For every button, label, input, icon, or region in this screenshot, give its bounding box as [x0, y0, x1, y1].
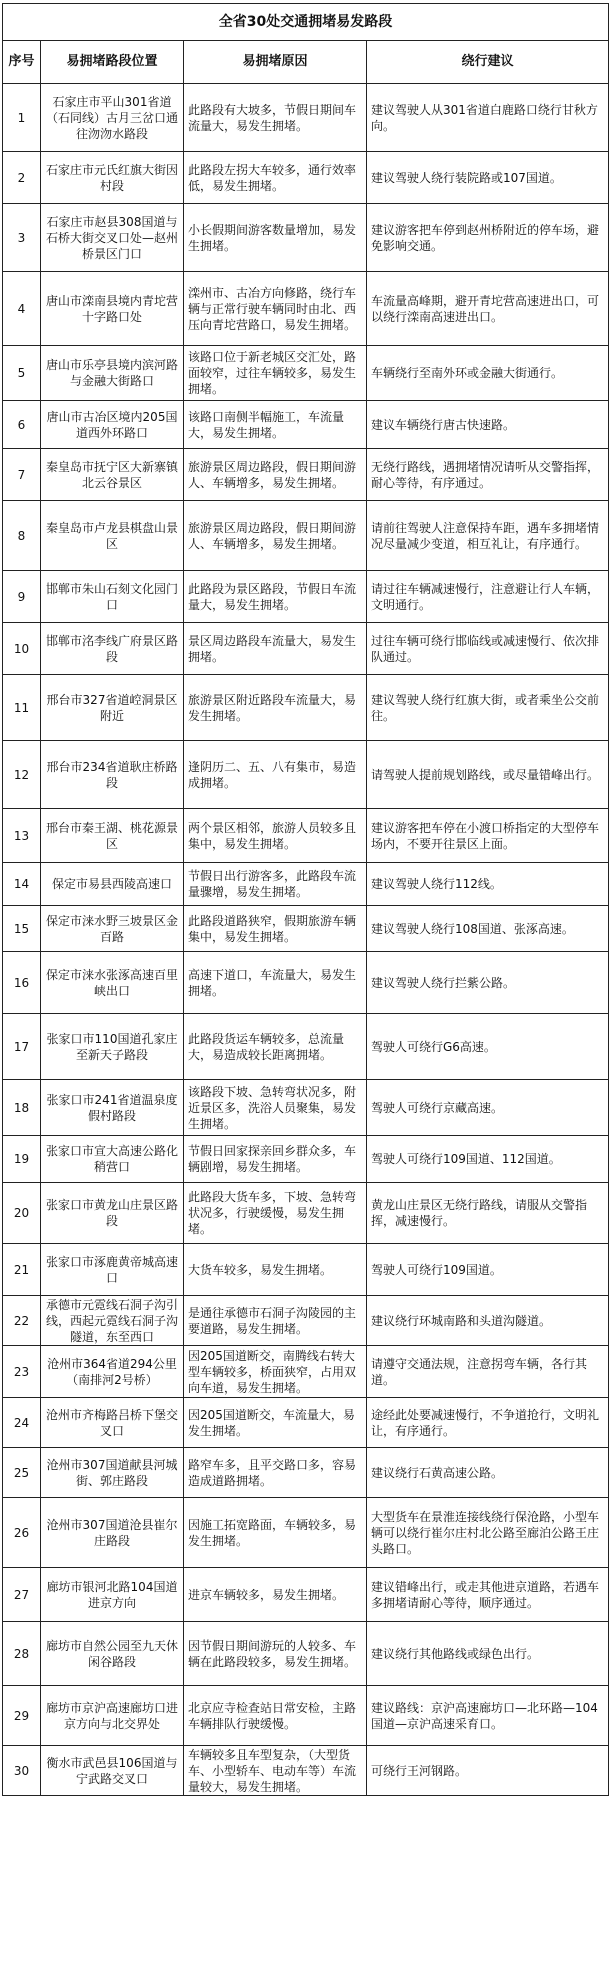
- row-number: 15: [3, 906, 41, 952]
- row-reason: 景区周边路段车流量大，易发生拥堵。: [184, 623, 367, 675]
- row-number: 30: [3, 1746, 41, 1796]
- row-detour: 建议绕行环城南路和头道沟隧道。: [367, 1296, 609, 1346]
- row-detour: 请过往车辆减速慢行，注意避让行人车辆，文明通行。: [367, 571, 609, 623]
- table-row: [3, 152, 609, 204]
- table-row: [3, 1568, 609, 1622]
- row-location: 廊坊市银河北路104国道进京方向: [41, 1568, 184, 1622]
- row-number: 29: [3, 1686, 41, 1746]
- row-location: 保定市涞水野三坡景区金百路: [41, 906, 184, 952]
- row-number: 19: [3, 1136, 41, 1183]
- row-number: 26: [3, 1498, 41, 1568]
- row-detour: 驾驶人可绕行109国道、112国道。: [367, 1136, 609, 1183]
- row-location: 沧州市364省道294公里（南排河2号桥）: [41, 1346, 184, 1398]
- row-location: 张家口市110国道孔家庄至新天子路段: [41, 1014, 184, 1080]
- table-row: [3, 809, 609, 863]
- row-location: 承德市元霓线石洞子沟引线，西起元霓线石洞子沟隧道，东至西口: [41, 1296, 184, 1346]
- table-row: [3, 449, 609, 501]
- row-location: 张家口市涿鹿黄帝城高速口: [41, 1244, 184, 1296]
- row-location: 沧州市齐梅路吕桥下堡交叉口: [41, 1398, 184, 1448]
- row-reason: 因205国道断交，南腾线右转大型车辆较多，桥面狭窄，占用双向车道，易发生拥堵。: [184, 1346, 367, 1398]
- row-location: 邯郸市朱山石刻文化园门口: [41, 571, 184, 623]
- row-number: 7: [3, 449, 41, 501]
- row-number: 12: [3, 741, 41, 809]
- row-location: 张家口市宣大高速公路化稍营口: [41, 1136, 184, 1183]
- table-row: [3, 1080, 609, 1136]
- row-location: 邢台市秦王湖、桃花源景区: [41, 809, 184, 863]
- row-detour: 驾驶人可绕行G6高速。: [367, 1014, 609, 1080]
- row-location: 张家口市黄龙山庄景区路段: [41, 1183, 184, 1244]
- row-number: 9: [3, 571, 41, 623]
- header-no: 序号: [3, 41, 41, 84]
- table-title: 全省30处交通拥堵易发路段: [3, 4, 609, 41]
- row-detour: 建议驾驶人绕行装院路或107国道。: [367, 152, 609, 204]
- table-row: [3, 675, 609, 741]
- row-reason: 车辆较多且车型复杂，（大型货车、小型轿车、电动车等）车流量较大，易发生拥堵。: [184, 1746, 367, 1796]
- row-detour: 建议错峰出行，或走其他进京道路，若遇车多拥堵请耐心等待，顺序通过。: [367, 1568, 609, 1622]
- row-number: 6: [3, 401, 41, 449]
- row-number: 10: [3, 623, 41, 675]
- row-location: 保定市涞水张涿高速百里峡出口: [41, 952, 184, 1014]
- row-number: 27: [3, 1568, 41, 1622]
- table-row: [3, 1746, 609, 1796]
- row-detour: 可绕行王河钢路。: [367, 1746, 609, 1796]
- row-reason: 两个景区相邻，旅游人员较多且集中，易发生拥堵。: [184, 809, 367, 863]
- row-detour: 建议驾驶人绕行红旗大街，或者乘坐公交前往。: [367, 675, 609, 741]
- row-reason: 是通往承德市石洞子沟陵园的主要道路，易发生拥堵。: [184, 1296, 367, 1346]
- row-detour: 车辆绕行至南外环或金融大街通行。: [367, 346, 609, 401]
- row-reason: 因施工拓宽路面，车辆较多，易发生拥堵。: [184, 1498, 367, 1568]
- row-location: 邢台市234省道耿庄桥路段: [41, 741, 184, 809]
- row-reason: 此路段道路狭窄，假期旅游车辆集中，易发生拥堵。: [184, 906, 367, 952]
- row-reason: 滦州市、古冶方向修路，绕行车辆与正常行驶车辆同时由北、西压向青坨营路口，易发生拥堵。: [184, 272, 367, 346]
- row-location: 秦皇岛市抚宁区大新寨镇北云谷景区: [41, 449, 184, 501]
- table-row: [3, 346, 609, 401]
- table-row: [3, 906, 609, 952]
- row-detour: 途经此处要减速慢行，不争道抢行，文明礼让，有序通行。: [367, 1398, 609, 1448]
- table-row: [3, 952, 609, 1014]
- row-location: 石家庄市平山301省道（石同线）古月三岔口通往沕沕水路段: [41, 84, 184, 152]
- row-location: 衡水市武邑县106国道与宁武路交叉口: [41, 1746, 184, 1796]
- table-row: [3, 1244, 609, 1296]
- row-reason: 此路段有大坡多，节假日期间车流量大，易发生拥堵。: [184, 84, 367, 152]
- table-row: [3, 204, 609, 272]
- header-reason: 易拥堵原因: [184, 41, 367, 84]
- row-number: 23: [3, 1346, 41, 1398]
- row-location: 廊坊市自然公园至九天休闲谷路段: [41, 1622, 184, 1686]
- row-location: 邯郸市洺李线广府景区路段: [41, 623, 184, 675]
- row-location: 石家庄市赵县308国道与石桥大街交叉口处—赵州桥景区门口: [41, 204, 184, 272]
- row-location: 廊坊市京沪高速廊坊口进京方向与北交界处: [41, 1686, 184, 1746]
- row-detour: 请前往驾驶人注意保持车距，遇车多拥堵情况尽量减少变道，相互礼让，有序通行。: [367, 501, 609, 571]
- row-reason: 因205国道断交，车流量大，易发生拥堵。: [184, 1398, 367, 1448]
- row-number: 21: [3, 1244, 41, 1296]
- row-reason: 高速下道口，车流量大，易发生拥堵。: [184, 952, 367, 1014]
- row-detour: 建议路线：京沪高速廊坊口—北环路—104国道—京沪高速采育口。: [367, 1686, 609, 1746]
- table-row: [3, 1136, 609, 1183]
- row-reason: 此路段大货车多，下坡、急转弯状况多，行驶缓慢，易发生拥堵。: [184, 1183, 367, 1244]
- table-row: [3, 1448, 609, 1498]
- row-number: 22: [3, 1296, 41, 1346]
- row-detour: 建议驾驶人从301省道白鹿路口绕行甘秋方向。: [367, 84, 609, 152]
- row-reason: 逢阴历二、五、八有集市，易造成拥堵。: [184, 741, 367, 809]
- table-row: [3, 1014, 609, 1080]
- row-detour: 无绕行路线，遇拥堵情况请听从交警指挥，耐心等待，有序通过。: [367, 449, 609, 501]
- row-reason: 旅游景区附近路段车流量大，易发生拥堵。: [184, 675, 367, 741]
- row-location: 唐山市滦南县境内青坨营十字路口处: [41, 272, 184, 346]
- row-number: 2: [3, 152, 41, 204]
- row-number: 18: [3, 1080, 41, 1136]
- row-reason: 路窄车多，且平交路口多，容易造成道路拥堵。: [184, 1448, 367, 1498]
- row-reason: 此路段左拐大车较多，通行效率低，易发生拥堵。: [184, 152, 367, 204]
- row-detour: 建议车辆绕行唐古快速路。: [367, 401, 609, 449]
- row-detour: 大型货车在景淮连接线绕行保沧路，小型车辆可以绕行崔尔庄村北公路至廊泊公路王庄头路口。: [367, 1498, 609, 1568]
- row-number: 8: [3, 501, 41, 571]
- congestion-table: [2, 3, 609, 1796]
- table-row: [3, 1183, 609, 1244]
- table-row: [3, 623, 609, 675]
- table-row: [3, 741, 609, 809]
- table-row: [3, 272, 609, 346]
- row-detour: 黄龙山庄景区无绕行路线，请服从交警指挥，减速慢行。: [367, 1183, 609, 1244]
- row-location: 秦皇岛市卢龙县棋盘山景区: [41, 501, 184, 571]
- table-row: [3, 1346, 609, 1398]
- row-number: 16: [3, 952, 41, 1014]
- row-number: 5: [3, 346, 41, 401]
- row-reason: 旅游景区周边路段，假日期间游人、车辆增多，易发生拥堵。: [184, 449, 367, 501]
- row-detour: 驾驶人可绕行109国道。: [367, 1244, 609, 1296]
- row-number: 4: [3, 272, 41, 346]
- row-detour: 建议驾驶人绕行108国道、张涿高速。: [367, 906, 609, 952]
- table-row: [3, 1398, 609, 1448]
- row-detour: 建议驾驶人绕行112线。: [367, 863, 609, 906]
- row-detour: 过往车辆可绕行邯临线或减速慢行、依次排队通过。: [367, 623, 609, 675]
- row-number: 13: [3, 809, 41, 863]
- row-number: 1: [3, 84, 41, 152]
- row-reason: 进京车辆较多，易发生拥堵。: [184, 1568, 367, 1622]
- row-number: 11: [3, 675, 41, 741]
- row-reason: 小长假期间游客数量增加，易发生拥堵。: [184, 204, 367, 272]
- row-detour: 建议驾驶人绕行拦紫公路。: [367, 952, 609, 1014]
- row-detour: 建议绕行其他路线或绿色出行。: [367, 1622, 609, 1686]
- row-reason: 该路段下坡、急转弯状况多，附近景区多，洗浴人员聚集，易发生拥堵。: [184, 1080, 367, 1136]
- row-number: 3: [3, 204, 41, 272]
- header-location: 易拥堵路段位置: [41, 41, 184, 84]
- row-detour: 车流量高峰期，避开青坨营高速进出口，可以绕行滦南高速进出口。: [367, 272, 609, 346]
- row-location: 唐山市乐亭县境内滨河路与金融大街路口: [41, 346, 184, 401]
- row-reason: 节假日出行游客多，此路段车流量骤增，易发生拥堵。: [184, 863, 367, 906]
- row-detour: 驾驶人可绕行京藏高速。: [367, 1080, 609, 1136]
- table-row: [3, 1686, 609, 1746]
- row-detour: 请遵守交通法规，注意拐弯车辆，各行其道。: [367, 1346, 609, 1398]
- row-number: 20: [3, 1183, 41, 1244]
- table-row: [3, 863, 609, 906]
- row-location: 沧州市307国道献县河城街、郭庄路段: [41, 1448, 184, 1498]
- row-detour: 建议游客把车停在小渡口桥指定的大型停车场内，不要开往景区上面。: [367, 809, 609, 863]
- row-reason: 此路段货运车辆较多，总流量大，易造成较长距离拥堵。: [184, 1014, 367, 1080]
- table-row: [3, 501, 609, 571]
- row-number: 25: [3, 1448, 41, 1498]
- row-reason: 大货车较多，易发生拥堵。: [184, 1244, 367, 1296]
- row-location: 石家庄市元氏红旗大街因村段: [41, 152, 184, 204]
- header-detour: 绕行建议: [367, 41, 609, 84]
- row-reason: 该路口位于新老城区交汇处，路面较窄，过往车辆较多，易发生拥堵。: [184, 346, 367, 401]
- row-detour: 建议绕行石黄高速公路。: [367, 1448, 609, 1498]
- row-number: 14: [3, 863, 41, 906]
- row-location: 唐山市古冶区境内205国道西外环路口: [41, 401, 184, 449]
- row-number: 17: [3, 1014, 41, 1080]
- table-row: [3, 1498, 609, 1568]
- table-row: [3, 84, 609, 152]
- row-number: 24: [3, 1398, 41, 1448]
- row-location: 邢台市327省道崆洞景区附近: [41, 675, 184, 741]
- table-row: [3, 1622, 609, 1686]
- row-reason: 北京应寺检查站日常安检，主路车辆排队行驶缓慢。: [184, 1686, 367, 1746]
- row-reason: 此路段为景区路段，节假日车流量大，易发生拥堵。: [184, 571, 367, 623]
- row-location: 保定市易县西陵高速口: [41, 863, 184, 906]
- row-reason: 节假日回家探亲回乡群众多，车辆剧增，易发生拥堵。: [184, 1136, 367, 1183]
- row-number: 28: [3, 1622, 41, 1686]
- row-reason: 该路口南侧半幅施工，车流量大，易发生拥堵。: [184, 401, 367, 449]
- table-row: [3, 1296, 609, 1346]
- row-reason: 旅游景区周边路段，假日期间游人、车辆增多，易发生拥堵。: [184, 501, 367, 571]
- table-row: [3, 401, 609, 449]
- row-location: 张家口市241省道温泉度假村路段: [41, 1080, 184, 1136]
- row-location: 沧州市307国道沧县崔尔庄路段: [41, 1498, 184, 1568]
- row-detour: 建议游客把车停到赵州桥附近的停车场，避免影响交通。: [367, 204, 609, 272]
- row-reason: 因节假日期间游玩的人较多、车辆在此路段较多，易发生拥堵。: [184, 1622, 367, 1686]
- table-row: [3, 571, 609, 623]
- row-detour: 请驾驶人提前规划路线，或尽量错峰出行。: [367, 741, 609, 809]
